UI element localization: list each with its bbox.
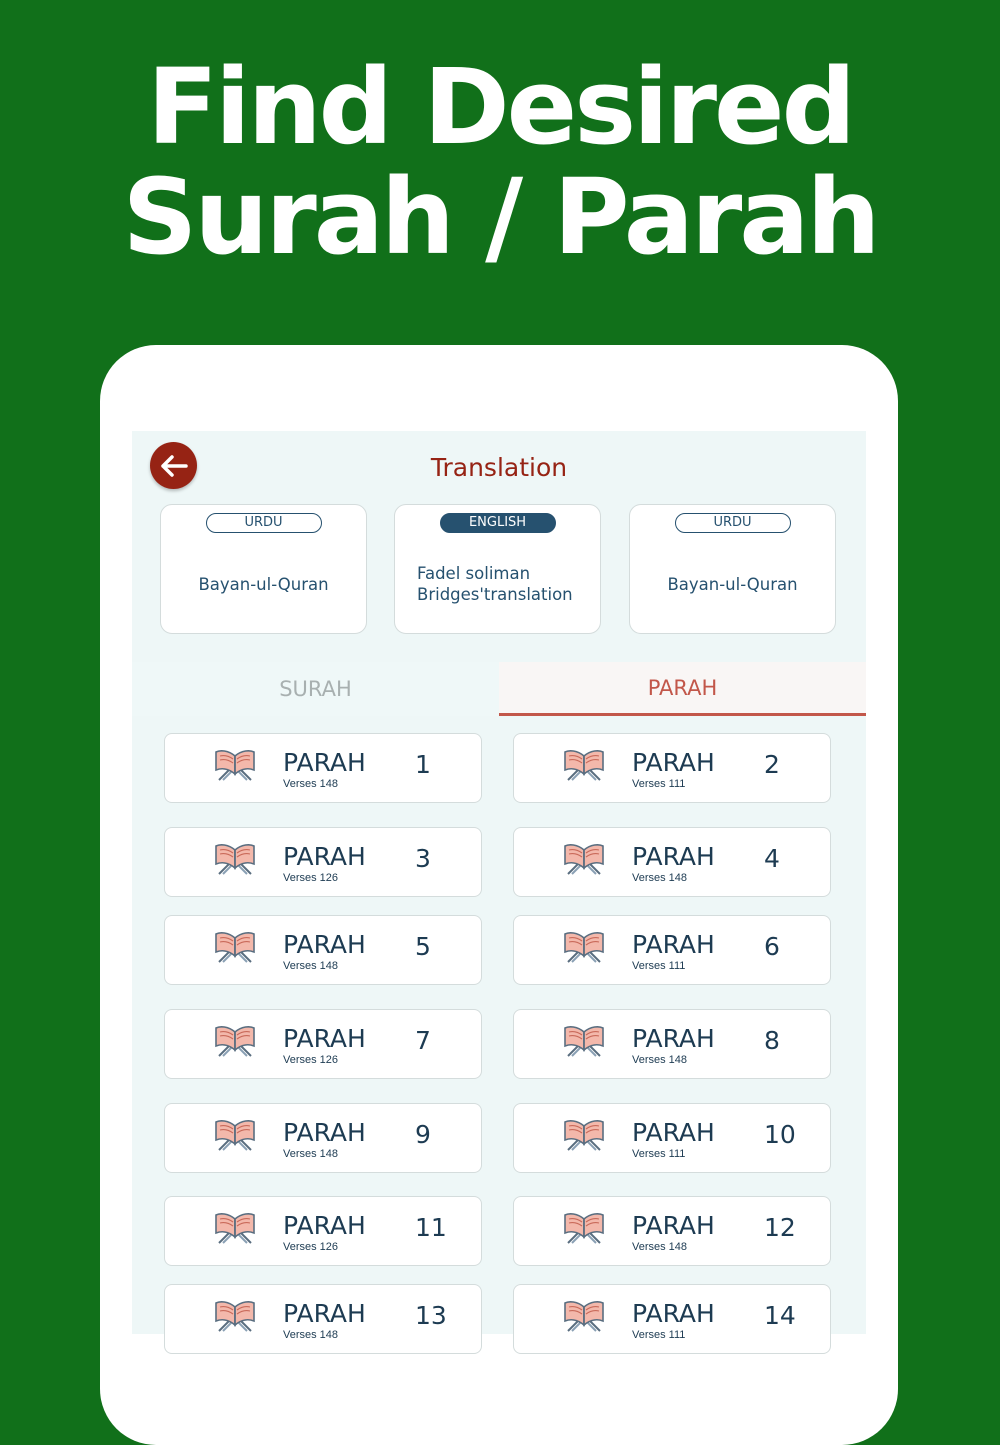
parah-number: 14 [764, 1301, 796, 1330]
translation-card-2[interactable] [394, 504, 601, 634]
verses-count: Verses 111 [632, 1329, 686, 1341]
parah-label: PARAH [283, 842, 366, 871]
promo-line-1: Find Desired [146, 46, 854, 168]
language-badge: ENGLISH [440, 513, 556, 533]
parah-label: PARAH [632, 748, 715, 777]
open-quran-icon [213, 746, 257, 784]
translation-name: Bayan-ul-Quran [198, 574, 329, 594]
tab-bar [132, 662, 866, 716]
open-quran-icon [562, 1209, 606, 1247]
open-quran-icon [562, 746, 606, 784]
parah-card[interactable] [164, 1009, 482, 1079]
parah-label: PARAH [283, 1118, 366, 1147]
open-quran-icon [562, 928, 606, 966]
open-quran-icon [562, 840, 606, 878]
open-quran-icon [213, 1022, 257, 1060]
parah-label: PARAH [283, 930, 366, 959]
parah-card[interactable] [513, 733, 831, 803]
parah-card[interactable] [164, 827, 482, 897]
parah-card[interactable] [164, 1103, 482, 1173]
parah-card[interactable] [513, 1009, 831, 1079]
parah-number: 1 [415, 750, 431, 779]
parah-number: 11 [415, 1213, 447, 1242]
parah-card[interactable] [513, 1103, 831, 1173]
verses-count: Verses 148 [632, 1241, 688, 1253]
parah-number: 6 [764, 932, 780, 961]
tab-parah[interactable]: PARAH [499, 662, 866, 716]
parah-label: PARAH [632, 1024, 715, 1053]
verses-count: Verses 126 [283, 872, 339, 884]
verses-count: Verses 126 [283, 1054, 339, 1066]
parah-card[interactable] [164, 733, 482, 803]
parah-number: 13 [415, 1301, 447, 1330]
parah-card[interactable] [513, 827, 831, 897]
verses-count: Verses 148 [632, 872, 688, 884]
app-screen [132, 431, 866, 1341]
open-quran-icon [213, 1297, 257, 1335]
parah-label: PARAH [632, 1211, 715, 1240]
parah-number: 3 [415, 844, 431, 873]
verses-count: Verses 148 [283, 1148, 339, 1160]
parah-card[interactable] [513, 1196, 831, 1266]
translation-name: Bayan-ul-Quran [667, 574, 798, 594]
parah-number: 12 [764, 1213, 796, 1242]
parah-number: 8 [764, 1026, 780, 1055]
parah-label: PARAH [283, 1024, 366, 1053]
parah-card[interactable] [164, 1196, 482, 1266]
parah-card[interactable] [164, 915, 482, 985]
verses-count: Verses 111 [632, 960, 686, 972]
open-quran-icon [213, 1209, 257, 1247]
verses-count: Verses 148 [283, 778, 339, 790]
verses-count: Verses 148 [283, 1329, 339, 1341]
open-quran-icon [562, 1116, 606, 1154]
translation-card-3[interactable] [629, 504, 836, 634]
parah-number: 5 [415, 932, 431, 961]
open-quran-icon [562, 1297, 606, 1335]
parah-number: 7 [415, 1026, 431, 1055]
parah-label: PARAH [632, 930, 715, 959]
open-quran-icon [213, 928, 257, 966]
open-quran-icon [562, 1022, 606, 1060]
verses-count: Verses 111 [632, 1148, 686, 1160]
verses-count: Verses 148 [632, 1054, 688, 1066]
parah-label: PARAH [283, 748, 366, 777]
verses-count: Verses 111 [632, 778, 686, 790]
parah-label: PARAH [283, 1211, 366, 1240]
parah-label: PARAH [632, 1118, 715, 1147]
parah-label: PARAH [632, 1299, 715, 1328]
page-title: Translation [430, 453, 568, 482]
promo-headline [0, 46, 1000, 278]
translation-name: Fadel soliman Bridges'translation [417, 564, 573, 604]
promo-line-2: Surah / Parah [122, 156, 878, 278]
parah-card[interactable] [513, 915, 831, 985]
language-badge: URDU [206, 513, 322, 533]
tab-surah[interactable]: SURAH [132, 662, 499, 716]
translation-card-1[interactable] [160, 504, 367, 634]
parah-label: PARAH [283, 1299, 366, 1328]
parah-number: 10 [764, 1120, 796, 1149]
verses-count: Verses 126 [283, 1241, 339, 1253]
open-quran-icon [213, 1116, 257, 1154]
parah-card[interactable] [513, 1284, 831, 1354]
open-quran-icon [213, 840, 257, 878]
parah-number: 4 [764, 844, 780, 873]
parah-number: 9 [415, 1120, 431, 1149]
parah-card[interactable] [164, 1284, 482, 1354]
parah-number: 2 [764, 750, 780, 779]
language-badge: URDU [675, 513, 791, 533]
parah-label: PARAH [632, 842, 715, 871]
verses-count: Verses 148 [283, 960, 339, 972]
